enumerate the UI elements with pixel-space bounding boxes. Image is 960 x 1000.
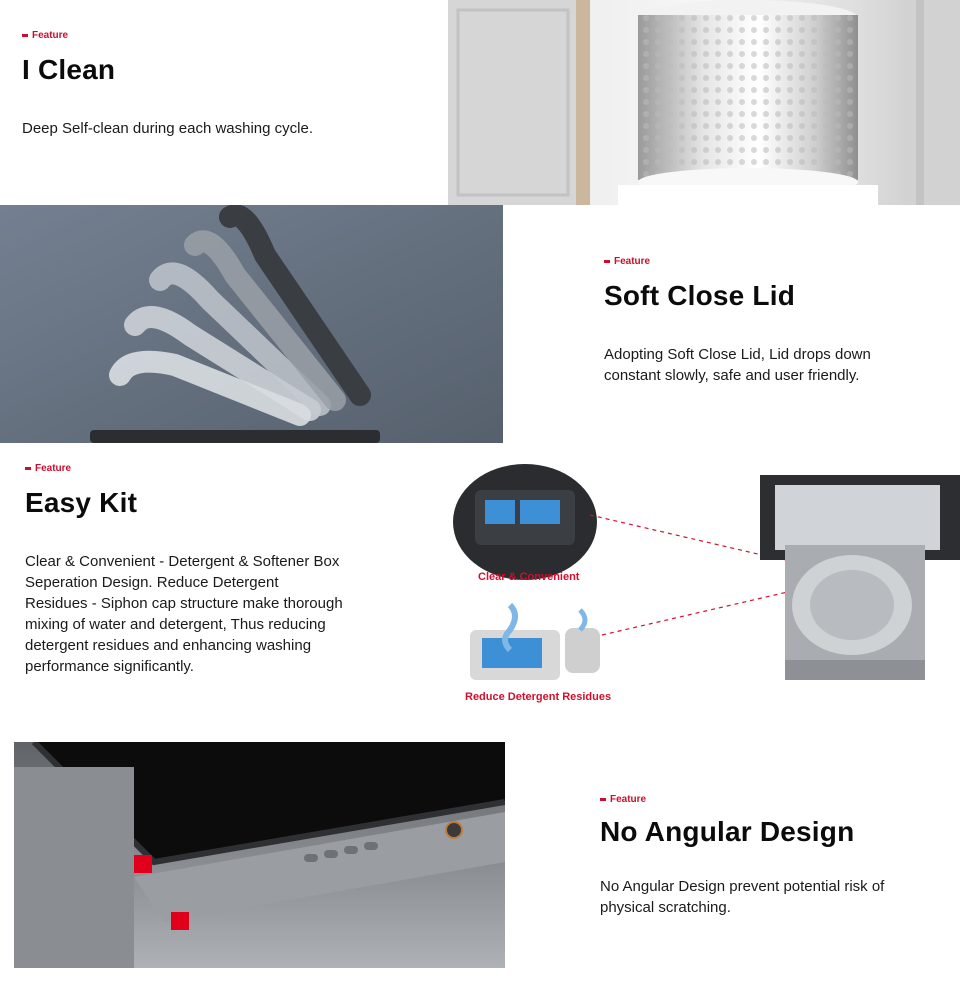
feature-title: No Angular Design	[600, 816, 855, 847]
feature-section-easy-kit	[0, 445, 960, 735]
feature-title: Soft Close Lid	[604, 280, 796, 311]
feature-tag	[600, 794, 646, 805]
feature-section-iclean	[0, 0, 960, 205]
feature-tag	[22, 30, 68, 41]
detergent-box-illustration	[440, 460, 960, 710]
feature-description: Adopting Soft Close Lid, Lid drops down constant slowly, safe and user friendly.	[604, 346, 871, 384]
feature-section-soft-close-lid	[0, 205, 960, 445]
feature-tag-label: Feature	[32, 30, 69, 41]
feature-tag	[604, 256, 650, 267]
feature-title: I Clean	[22, 54, 116, 85]
detergent-box-image	[440, 460, 960, 710]
washer-drum-image	[448, 0, 960, 205]
soft-close-lid-illustration	[0, 205, 503, 443]
tag-marker-icon	[604, 260, 610, 263]
tag-marker-icon	[600, 798, 606, 801]
feature-tag-label: Feature	[35, 463, 72, 474]
tag-marker-icon	[25, 467, 31, 470]
tag-marker-icon	[22, 34, 28, 37]
feature-description: Clear & Convenient - Detergent & Softener Box Seperation Design. Reduce Detergent Residues - Siphon cap structure make thorough mixing of water and detergent, Thus reducing detergent residues and enhancing washing performance significantly.	[25, 553, 343, 675]
feature-description: Deep Self-clean during each washing cycle.	[22, 120, 313, 137]
image-label-clear: Clear & Convenient	[478, 571, 580, 583]
rounded-corner-washer-illustration	[14, 742, 505, 968]
feature-description: No Angular Design prevent potential risk of physical scratching.	[600, 878, 885, 916]
feature-tag-label: Feature	[614, 256, 651, 267]
soft-close-lid-image	[0, 205, 503, 443]
washer-drum-illustration	[448, 0, 960, 205]
feature-tag-label: Feature	[610, 794, 647, 805]
image-label-reduce: Reduce Detergent Residues	[465, 691, 612, 703]
feature-tag	[25, 463, 71, 474]
feature-section-no-angular-design	[0, 742, 960, 972]
rounded-corner-washer-image	[14, 742, 505, 968]
feature-title: Easy Kit	[25, 487, 138, 518]
